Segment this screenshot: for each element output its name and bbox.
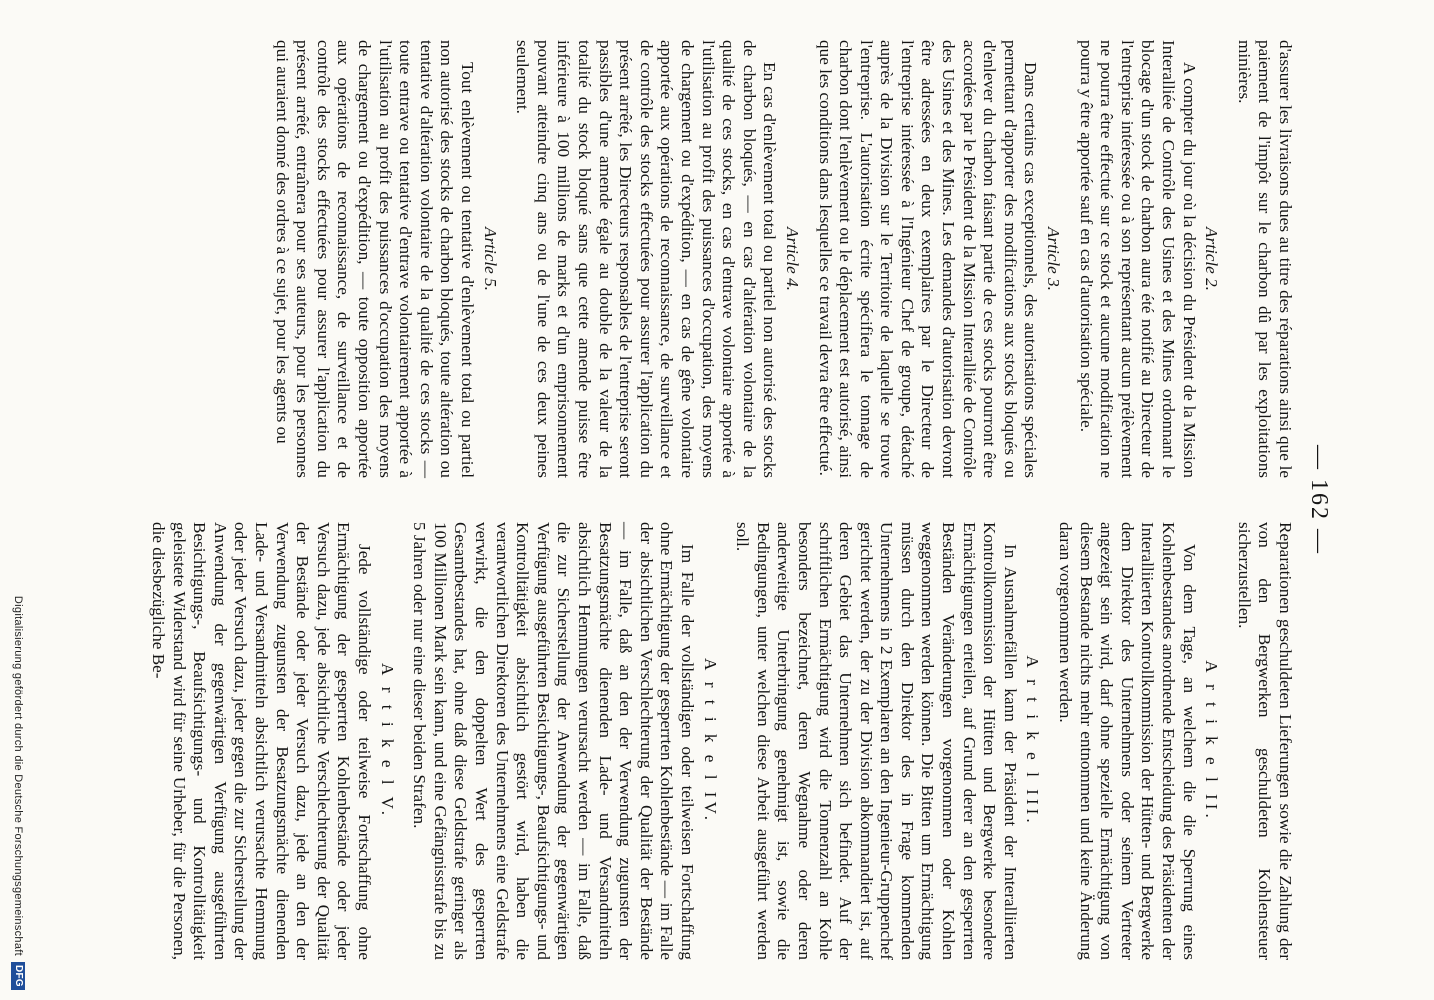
german-artikel-2: [1054, 522, 1221, 960]
german-column: [136, 522, 1295, 960]
artikel-heading: A r t i k e l IV.: [700, 657, 720, 825]
credit-line: [10, 10, 26, 990]
artikel-heading: A r t i k e l V.: [377, 663, 397, 819]
rotated-document-page: [95, 40, 1335, 960]
article-paragraph: A compter du jour où la décision du Président de la Mission Interalliée de Contrôle des Usines et des Mines ordonnant le blocage d'un stock de charbon aura été notifié au Directeur de l'entreprise intéressée ou à son représentant aucun prélèvement ne pourra être effectué sur ce stock et aucune modification ne pourra y être apportée sauf en cas d'autorisation spéciale.: [1076, 40, 1199, 478]
article-paragraph: En cas d'enlèvement total ou partiel non autorisé des stocks de charbon bloqués, — en cas d'altération volontaire de la qualité de ces stocks, en cas d'entrave volontaire apportée à l'utilisation au profit des puissances d'occupation, des moyens de chargement ou d'expédition, — en cas de gêne volontaire apportée aux opérations de reconnaissance, de surveillance et de contrôle des stocks effectuées pour assurer l'application du présent arrêté, les Directeurs responsables de l'entreprise seront passibles d'une amende égale au double de la valeur de la totalité du stock bloqué sans que cette amende puisse être inférieure à 100 millions de marks et d'un emprisonnement pouvant atteindre cinq ans ou de l'une de ces deux peines seulement.: [513, 40, 780, 478]
page-number: — 162 —: [1306, 445, 1332, 555]
german-artikel-3: [732, 522, 1043, 960]
french-article-2: [1075, 40, 1221, 478]
german-intro-block: [1233, 522, 1295, 960]
article-heading: Article 4.: [782, 227, 802, 291]
credit-text: Digitalisierung gefördert durch die Deutsche Forschungsgemeinschaft: [12, 595, 24, 956]
artikel-heading: A r t i k e l III.: [1023, 655, 1043, 827]
article-paragraph: Dans certains cas exceptionnels, des autorisations spéciales permettant d'apporter des modifications aux stocks bloqués ou d'enlever du charbon faisant partie de ces stocks pourront être accordées par le Président de la Mission Interalliée de Contrôle des Usines et des Mines. Les demandes d'autorisation devront être adressées en deux exemplaires par le Directeur de l'entreprise intéressée à l'Ingénieur Chef de groupe, détaché auprès de la Division sur le Territoire de laquelle se trouve l'entreprise. L'autorisation écrite spécifiera le tonnage de charbon dont l'enlèvement ou le déplacement est autorisé, ainsi que les conditions dans lesquelles ce travail devra être effectué.: [815, 40, 1041, 478]
article-heading: Article 2.: [1202, 227, 1222, 291]
french-intro-block: [1233, 40, 1295, 478]
french-article-3: [814, 40, 1063, 478]
article-paragraph: Tout enlèvement ou tentative d'enlèvement total ou partiel non autorisé des stocks de charbon bloqués, toute altération ou tentative d'altération volontaire de la qualité de ces stocks — toute entrave ou tentative d'entrave volontairement apportée à l'utilisation au profit des puissances d'occupation des moyens de chargement ou d'expédition, — toute opposition apportée aux opérations de reconnaissance, de surveillance et de contrôle des stocks effectuées pour assurer l'application du présent arrêté, entraînera pour ses auteurs, pour les personnes qui auraient donné des ordres à ce sujet, pour les agents ou: [272, 40, 478, 478]
french-intro-paragraph: d'assurer les livraisons dues au titre des réparations ainsi que le paiement de l'impôt sur le charbon dû par les exploitations minières.: [1234, 40, 1295, 478]
german-artikel-5: [148, 522, 397, 960]
french-article-4: [512, 40, 802, 478]
artikel-paragraph: Im Falle der vollständigen oder teilweisen Fortschaffung ohne Ermächtigung der gesperrten Kohlenbestände — im Falle der absichtlichen Verschlechterung der Qualität der Bestände — im Falle, daß an den der Verwendung zugunsten der Besatzungsmächte dienenden Lade- und Versandmitteln absichtlich Hemmungen verursacht werden — im Falle, daß die zur Sicherstellung der Anwendung der gegenwärtigen Verfügung ausgeführten Besichtigungs-, Beaufsichtigungs- und Kontrolltätigkeit absichtlich gestört wird, haben die verantwortlichen Direktoren des Unternehmens eine Geldstrafe verwirkt, die den doppelten Wert des gesperrten Gesamtbestandes hat, ohne daß diese Geldstrafe geringer als 100 Millionen Mark sein kann, und eine Gefängnisstrafe bis zu 5 Jahren oder nur eine dieser beiden Strafen.: [410, 522, 697, 960]
dfg-logo-icon: DFG: [11, 962, 25, 990]
artikel-paragraph: Jede vollständige oder teilweise Fortschaffung ohne Ermächtigung der gesperrten Kohlenbestände oder jeder Versuch dazu, jede absichtliche Verschlechterung der Qualität der Bestände oder jeder Versuch dazu, jede an den der Verwendung zugunsten der Besatzungsmächte dienenden Lade- und Versandmitteln absichtlich verursachte Hemmung oder jeder Versuch dazu, jeder gegen die zur Sicherstellung der Anwendung der gegenwärtigen Verfügung ausgeführten Besichtigungs-, Beaufsichtigungs- und Kontrolltätigkeit geleistete Widerstand wird für seine Urheber, für die Personen, die diesbezügliche Be-: [149, 522, 375, 960]
article-heading: Article 3.: [1044, 227, 1064, 291]
digitization-credit: [8, 0, 28, 1000]
french-article-5: [271, 40, 500, 478]
french-column: [259, 40, 1295, 478]
artikel-paragraph: Von dem Tage, an welchem die die Sperrung eines Kohlenbestandes anordnende Entscheidung des Präsidenten der Interalliierten Kontrollkommission der Hütten- und Bergwerke dem Direktor des Unternehmens oder seinem Vertreter angezeigt sein wird, darf ohne spezielle Ermächtigung von diesem Bestande nichts mehr entnommen und keine Änderung daran vorgenommen werden.: [1056, 522, 1199, 960]
german-intro-paragraph: Reparationen geschuldeten Lieferungen sowie die Zahlung der von den Bergwerken geschuldeten Kohlensteuer sicherzustellen.: [1234, 522, 1295, 960]
artikel-heading: A r t i k e l II.: [1202, 660, 1222, 822]
german-artikel-4: [409, 522, 720, 960]
artikel-paragraph: In Ausnahmefällen kann der Präsident der Interalliierten Kontrollkommission der Hütten und Bergwerke besondere Ermächtigungen erteilen, auf Grund derer an den gesperrten Beständen Veränderungen vorgenommen oder Kohlen weggenommen werden können. Die Bitten um Ermächtigung müssen durch den Direktor des in Frage kommenden Unternehmens in 2 Exemplaren an den Ingenieur-Gruppenchef gerichtet werden, der zu der Division abkommandiert ist, auf deren Gebiet das Unternehmen sich befindet. Auf der schriftlichen Ermächtigung wird die Tonnenzahl an Kohle besonders bezeichnet, deren Wegnahme oder deren anderweitige Unterbringung genehmigt ist, sowie die Bedingungen, unter welchen diese Arbeit ausgeführt werden soll.: [733, 522, 1020, 960]
article-heading: Article 5.: [480, 227, 500, 291]
